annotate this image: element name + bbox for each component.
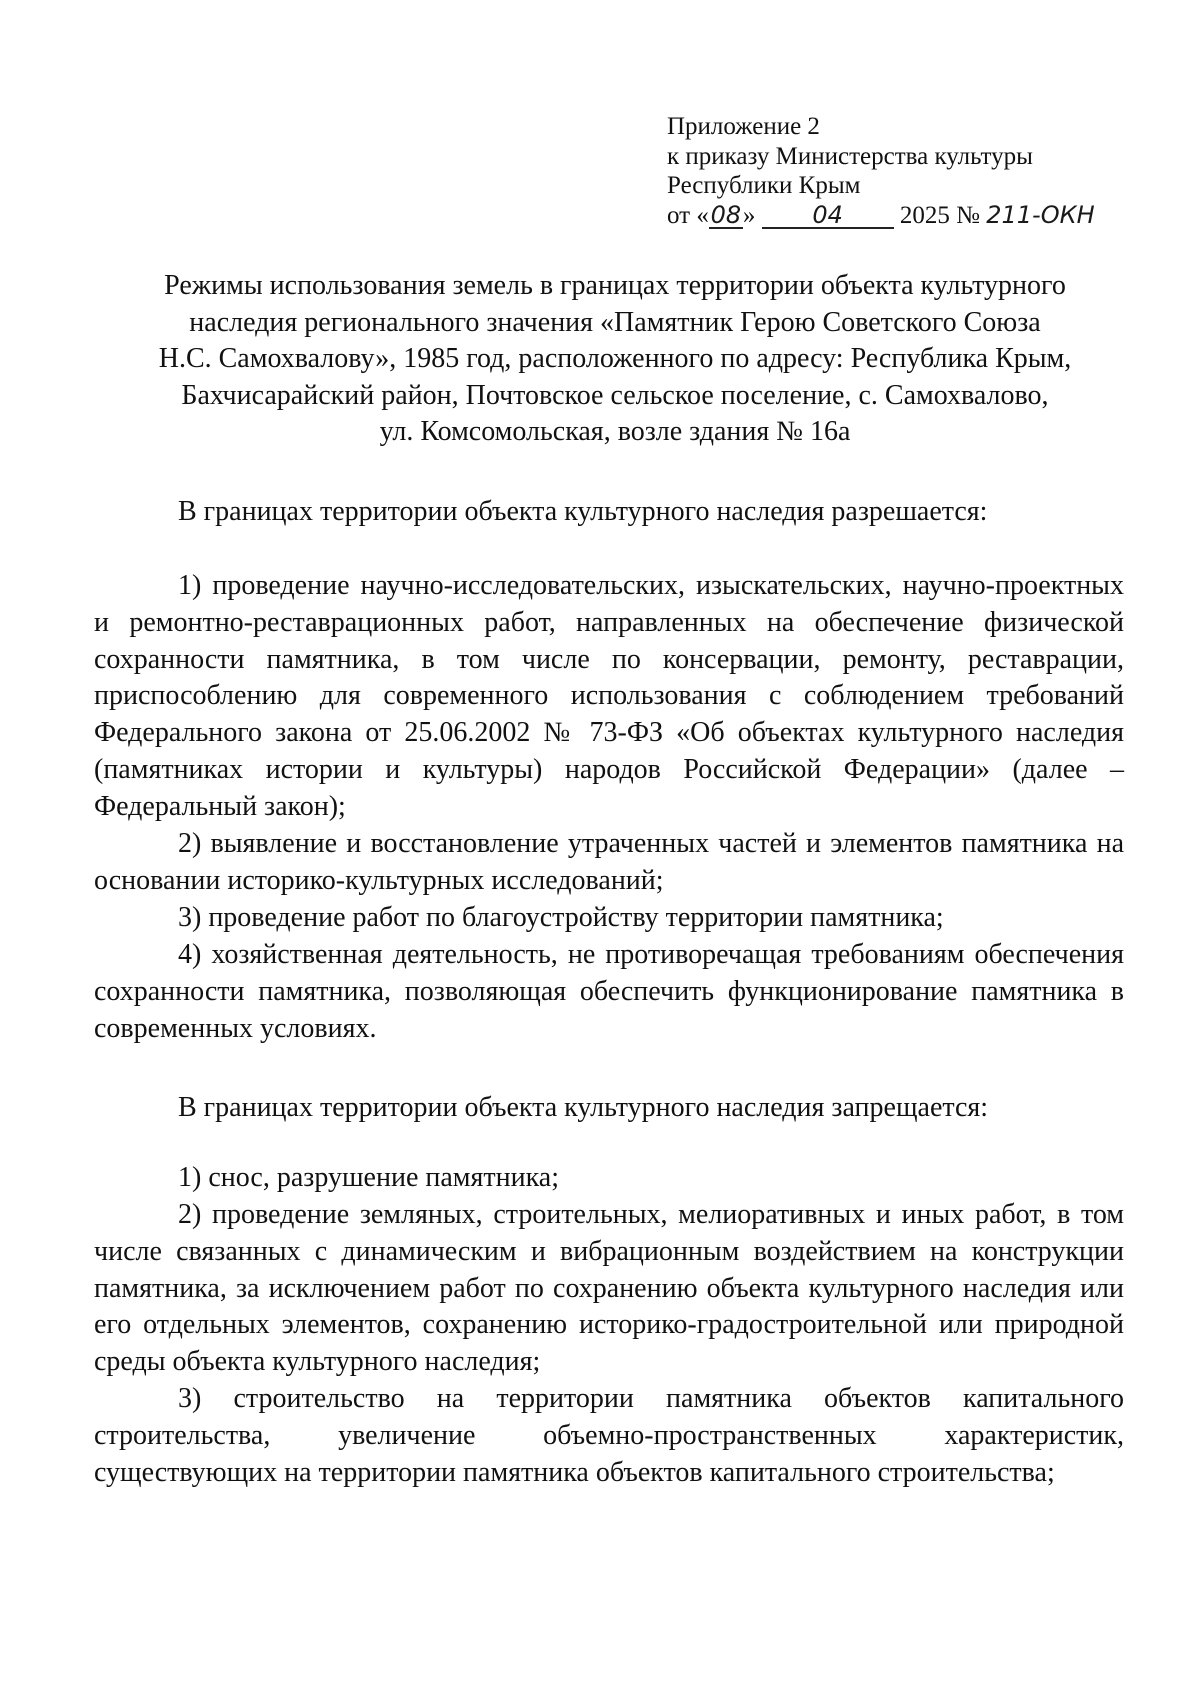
prohibited-item-2: 2) проведение земляных, строительных, мелиоративных и иных работ, в том числе связанных с динамическим и вибрационным воздействием на конструкции памятника, за исключением работ по сохранению объекта культурного наследия или его отдельных элементов, сохранению историко-градостроительной или природной среды объекта культурного наследия;: [94, 1199, 1124, 1378]
appendix-header: [667, 112, 1147, 230]
date-mid: »: [742, 201, 756, 229]
title-line: Н.С. Самохвалову», 1985 год, расположенного по адресу: Республика Крым,: [158, 343, 1072, 374]
date-day: 08: [710, 200, 742, 229]
date-prefix: от «: [667, 201, 709, 229]
allowed-item-1: 1) проведение научно-исследовательских, изыскательских, научно-проектных и ремонтно-реставрационных работ, направленных на обеспечение физической сохранности памятника, в том числе по консервации, ремонту, реставрации, приспособлению для современного использования с соблюдением требований Федерального закона от 25.06.2002 № 73-ФЗ «Об объектах культурного наследия (памятниках истории и культуры) народов Российской Федерации» (далее – Федеральный закон);: [94, 570, 1124, 822]
prohibited-item-1: 1) снос, разрушение памятника;: [178, 1162, 559, 1193]
allowed-item-2: 2) выявление и восстановление утраченных частей и элементов памятника на основании историко-культурных исследований;: [94, 828, 1124, 896]
prohibited-item-3: 3) строительство на территории памятника объектов капитального строительства, увеличение объемно-пространственных характеристик, существующих на территории памятника объектов капитального строительства;: [94, 1383, 1124, 1488]
title-line: ул. Комсомольская, возле здания № 16а: [379, 416, 851, 447]
title-line: Бахчисарайский район, Почтовское сельское поселение, с. Самохвалово,: [181, 379, 1049, 411]
appendix-order-ref: к приказу Министерства культуры: [667, 142, 1033, 170]
appendix-title: Приложение 2: [667, 113, 820, 140]
prohibited-heading: В границах территории объекта культурного наследия запрещается:: [178, 1092, 989, 1123]
date-month: 04: [812, 200, 843, 229]
date-month-field: [762, 200, 894, 229]
title-line: наследия регионального значения «Памятник Герою Советского Союза: [189, 306, 1041, 338]
appendix-region: Республики Крым: [667, 172, 861, 199]
date-year-no: 2025 №: [899, 201, 980, 229]
title-line: Режимы использования земель в границах территории объекта культурного: [164, 270, 1066, 301]
allowed-item-3: 3) проведение работ по благоустройству территории памятника;: [178, 902, 944, 933]
appendix-date-line: [667, 201, 1147, 231]
document-title: [110, 268, 1120, 451]
date-day-field: [709, 200, 743, 229]
order-number: 211-ОКН: [986, 200, 1095, 229]
allowed-heading: В границах территории объекта культурного наследия разрешается:: [178, 496, 988, 527]
allowed-item-4: 4) хозяйственная деятельность, не противоречащая требованиям обеспечения сохранности памятника, позволяющая обеспечить функционирование памятника в современных условиях.: [94, 939, 1124, 1044]
